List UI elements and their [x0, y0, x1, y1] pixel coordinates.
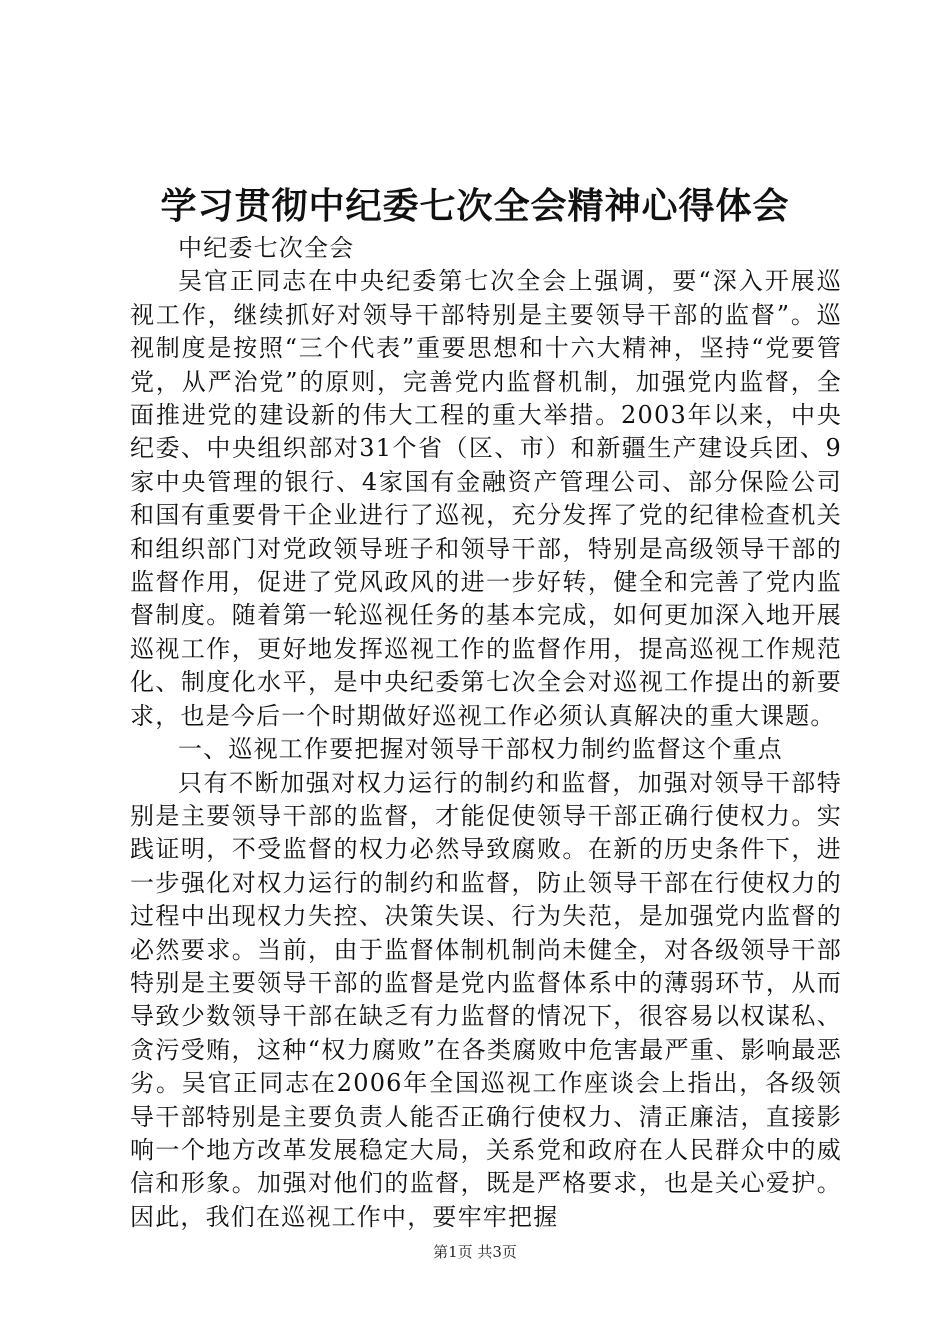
section-heading-1: 一、巡视工作要把握对领导干部权力制约监督这个重点 — [178, 735, 783, 764]
document-body — [130, 232, 842, 1234]
paragraph-section-1: 只有不断加强对权力运行的制约和监督，加强对领导干部特别是主要领导干部的监督，才能促使领导干部正确行使权力。实践证明，不受监督的权力必然导致腐败。在新的历史条件下，进一步强化对权力运行的制约和监督，防止领导干部在行使权力的过程中出现权力失控、决策失误、行为失范，是加强党内监督的必然要求。当前，由于监督体制机制尚未健全，对各级领导干部特别是主要领导干部的监督是党内监督体系中的薄弱环节，从而导致少数领导干部在缺乏有力监督的情况下，很容易以权谋私、贪污受贿，这种“权力腐败”在各类腐败中危害最严重、影响最恶劣。吴官正同志在2006年全国巡视工作座谈会上指出，各级领导干部特别是主要负责人能否正确行使权力、清正廉洁，直接影响一个地方改革发展稳定大局，关系党和政府在人民群众中的威信和形象。加强对他们的监督，既是严格要求，也是关心爱护。因此，我们在巡视工作中，要牢牢把握 — [130, 768, 842, 1231]
document-title: 学习贯彻中纪委七次全会精神心得体会 — [160, 185, 790, 227]
paragraph-subtitle: 中纪委七次全会 — [178, 234, 355, 262]
paragraph-intro: 吴官正同志在中央纪委第七次全会上强调，要“深入开展巡视工作，继续抓好对领导干部特别是主要领导干部的监督”。巡视制度是按照“三个代表”重要思想和十六大精神，坚持“党要管党，从严治党”的原则，完善党内监督机制，加强党内监督，全面推进党的建设新的伟大工程的重大举措。2003年以来，中央纪委、中央组织部对31个省（区、市）和新疆生产建设兵团、9家中央管理的银行、4家国有金融资产管理公司、部分保险公司和国有重要骨干企业进行了巡视，充分发挥了党的纪律检查机关和组织部门对党政领导班子和领导干部，特别是高级领导干部的监督作用，促进了党风政风的进一步好转，健全和完善了党内监督制度。随着第一轮巡视任务的基本完成，如何更加深入地开展巡视工作，更好地发挥巡视工作的监督作用，提高巡视工作规范化、制度化水平，是中央纪委第七次全会对巡视工作提出的新要求，也是今后一个时期做好巡视工作必须认真解决的重大课题。 — [130, 267, 842, 730]
page-footer: 第1页 共3页 — [433, 1243, 517, 1261]
